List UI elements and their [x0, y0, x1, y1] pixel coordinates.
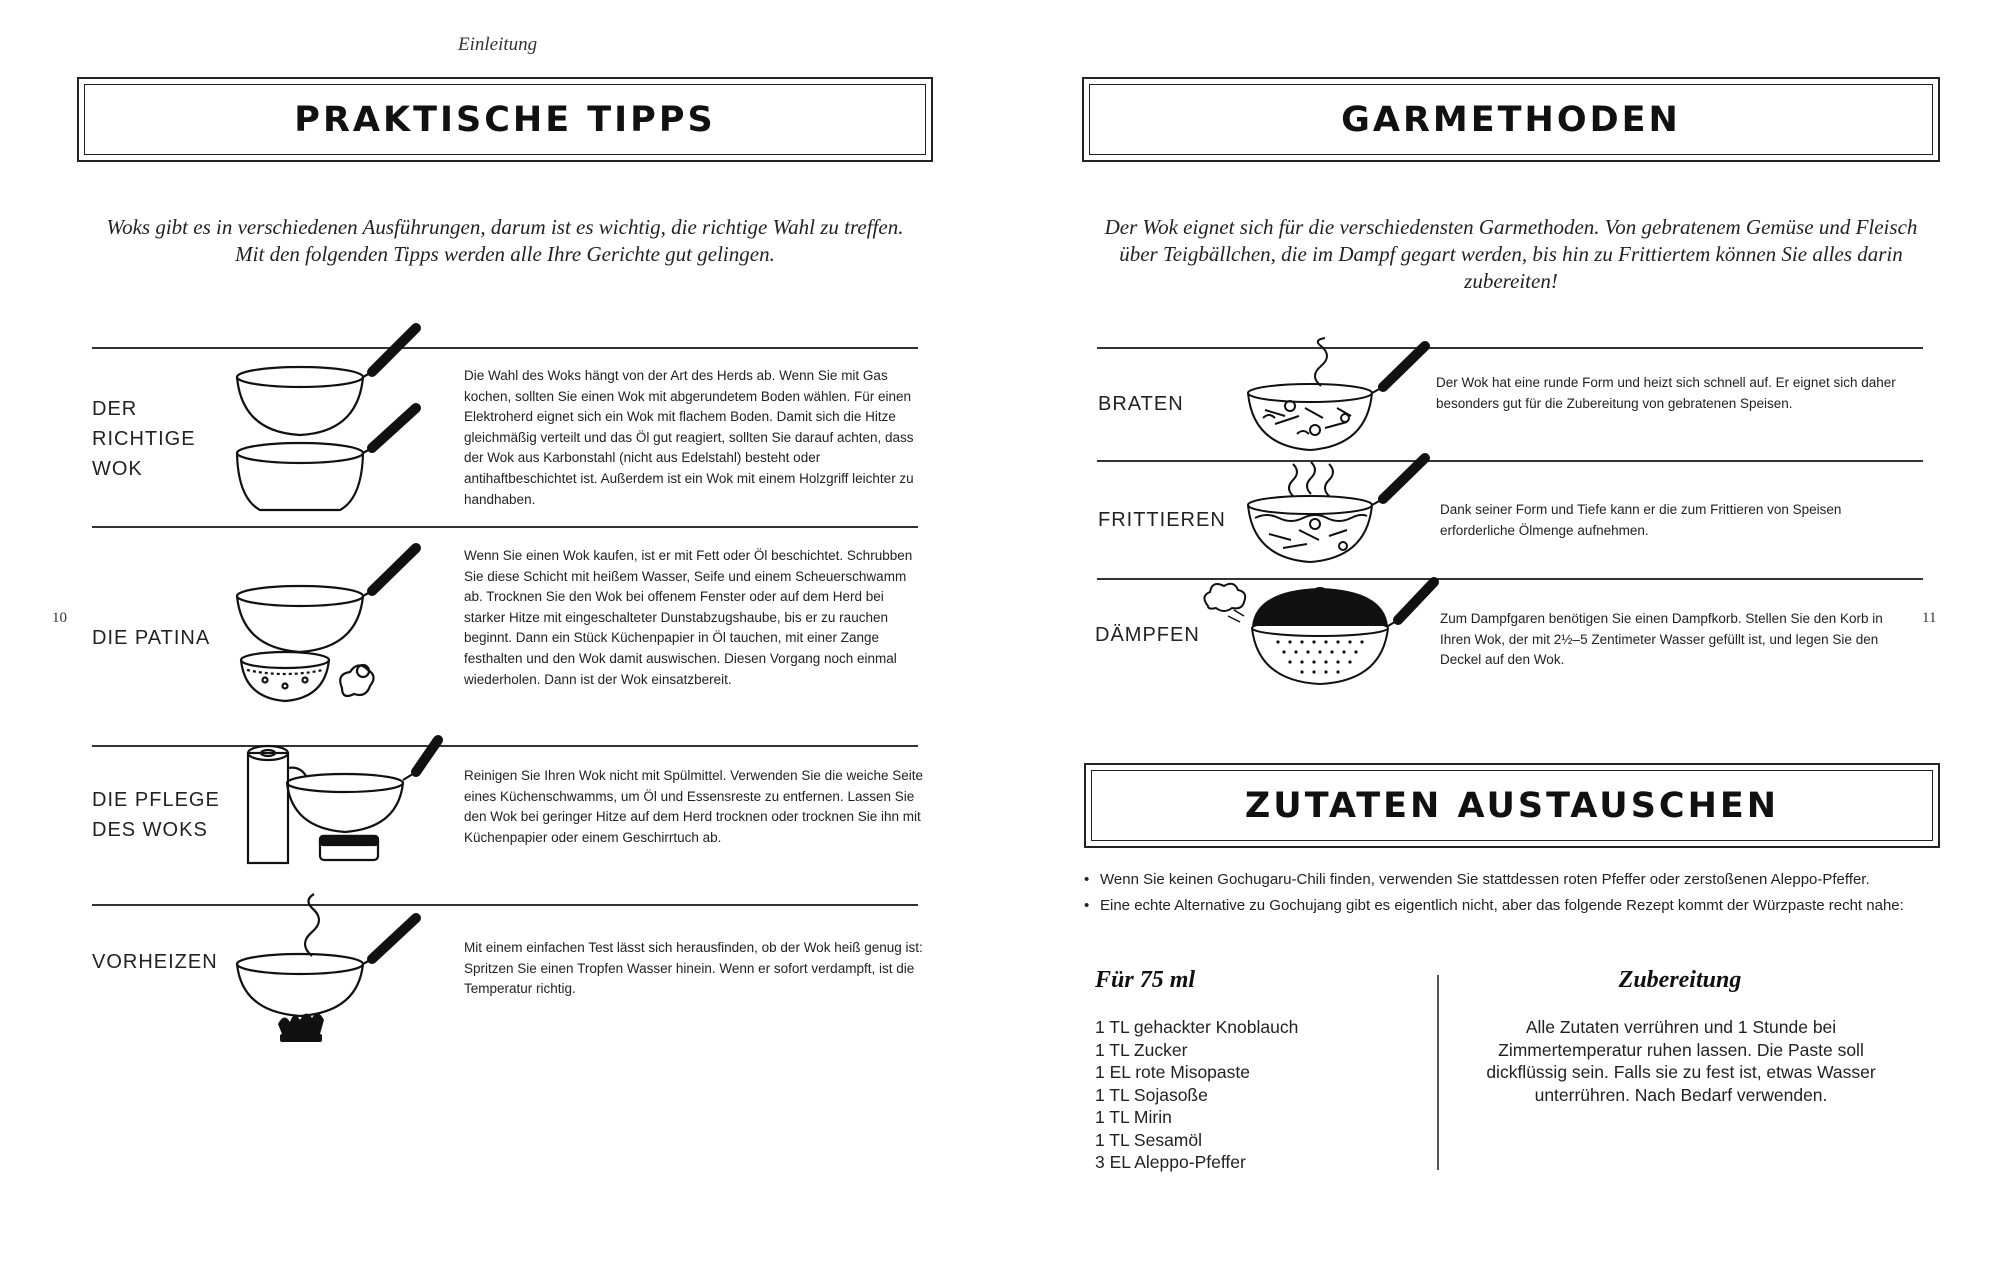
- ingredient-item: 1 TL Zucker: [1095, 1039, 1188, 1060]
- page-title-right: GARMETHODEN: [1341, 99, 1681, 140]
- method-label-braten: BRATEN: [1098, 393, 1184, 415]
- tip-label-patina: DIE PATINA: [92, 627, 211, 649]
- page-number-right: 11: [1922, 610, 1937, 626]
- page-title-left: PRAKTISCHE TIPPS: [294, 99, 716, 140]
- intro-right: Der Wok eignet sich für die verschiedensten Garmethoden. Von gebratenem Gemüse und Fleisch über Teigbällchen, die im Dampf gegart werden, bis hin zu Frittiertem können Sie alles darin zubereiten!: [1104, 215, 1918, 293]
- tip-label-pflege: DIE PFLEGE DES WOKS: [92, 789, 220, 841]
- method-text: Dank seiner Form und Tiefe kann er die zum Frittieren von Speisen erforderliche Ölmenge aufnehmen.: [1440, 502, 1842, 538]
- wok-on-burner-icon: [230, 884, 430, 1044]
- chapter-label: Einleitung: [458, 34, 538, 55]
- divider: [92, 347, 918, 349]
- tip-text: Mit einem einfachen Test lässt sich herausfinden, ob der Wok heiß genug ist: Spritzen Sie einen Tropfen Wasser hinein. Wenn er sofort verdampft, ist die Temperatur richtig.: [464, 940, 923, 997]
- bullet-item: • Wenn Sie keinen Gochugaru-Chili finden, verwenden Sie stattdessen roten Pfeffer oder zerstoßenen Aleppo-Pfeffer.: [1084, 867, 1940, 893]
- stir-fry-wok-icon: [1245, 338, 1435, 456]
- section-title-substitutes: ZUTATEN AUSTAUSCHEN: [1244, 785, 1780, 826]
- tip-label-vorheizen: VORHEIZEN: [92, 951, 218, 973]
- ingredient-item: 1 TL gehackter Knoblauch: [1095, 1017, 1299, 1037]
- steamer-wok-icon: [1198, 566, 1438, 688]
- tip-text: Wenn Sie einen Wok kaufen, ist er mit Fett oder Öl beschichtet. Schrubben Sie diese Schicht mit heißem Wasser, Seife und einem Scheuerschwamm ab. Trocknen Sie den Wok bei offenem Fenster oder auf dem Herd bei starker Hitze mit eingeschalteter Dunstabzugshaube, bis er zu rauchen beginnt. Dann ein Stück Küchenpapier in Öl tauchen, mit einer Zange festhalten und den Wok damit auswischen. Diesen Vorgang noch einmal wiederholen. Dann ist der Wok einsatzbereit.: [464, 548, 913, 687]
- divider: [1097, 460, 1923, 462]
- title-box-garmethoden: [1082, 77, 1940, 162]
- yield-title: Für 75 ml: [1095, 967, 1196, 993]
- divider: [92, 526, 918, 528]
- vertical-divider: [1437, 975, 1439, 1170]
- paper-roll-wok-sponge-icon: [240, 728, 440, 888]
- ingredient-item: 1 EL rote Misopaste: [1095, 1062, 1250, 1082]
- tip-text: Reinigen Sie Ihren Wok nicht mit Spülmittel. Verwenden Sie die weiche Seite eines Küchenschwamms, um Öl und Essensreste zu entfernen. Lassen Sie den Wok bei geringer Hitze auf dem Herd trocknen oder trocknen Sie ihn mit Küchenpapier oder einem Geschirrtuch ab.: [464, 768, 923, 845]
- tip-text: Die Wahl des Woks hängt von der Art des Herds ab. Wenn Sie mit Gas kochen, sollten Sie einen Wok mit abgerundetem Boden wählen. Für einen Elektroherd eignet sich ein Wok mit flachem Boden. Damit sich die Hitze gleichmäßig verteilt und das Öl gut reagiert, sollten Sie darauf achten, dass der Wok aus Karbonstahl (nicht aus Edelstahl) besteht oder antihaftbeschichtet ist. Außerdem ist ein Wok mit einem Holzgriff leichter zu handhaben.: [464, 368, 914, 507]
- two-woks-icon: [230, 320, 430, 520]
- divider: [1097, 347, 1923, 349]
- ingredient-list: [1095, 1016, 1395, 1174]
- page-number-left: 10: [52, 610, 67, 626]
- intro-left: Woks gibt es in verschiedenen Ausführungen, darum ist es wichtig, die richtige Wahl zu treffen. Mit den folgenden Tipps werden alle Ihre Gerichte gut gelingen.: [106, 215, 904, 266]
- ingredient-item: 1 TL Sesamöl: [1095, 1129, 1202, 1150]
- prep-text: Alle Zutaten verrühren und 1 Stunde bei Zimmertemperatur ruhen lassen. Die Paste soll dickflüssig sein. Falls sie zu fest ist, etwas Wasser unterrühren. Nach Bedarf verwenden.: [1486, 1017, 1876, 1105]
- bullet-item: • Eine echte Alternative zu Gochujang gibt es eigentlich nicht, aber das folgende Rezept kommt der Würzpaste recht nahe:: [1084, 893, 1940, 919]
- ingredient-item: 1 TL Mirin: [1095, 1107, 1172, 1127]
- method-label-daempfen: DÄMPFEN: [1095, 624, 1200, 646]
- deep-fry-wok-icon: [1245, 450, 1435, 570]
- substitute-bullets: [1084, 867, 1940, 919]
- method-text: Der Wok hat eine runde Form und heizt sich schnell auf. Er eignet sich daher besonders gut für die Zubereitung von gebratenen Speisen.: [1436, 375, 1896, 411]
- wok-with-oil-bowl-icon: [230, 548, 430, 728]
- title-box-zutaten-austauschen: [1084, 763, 1940, 848]
- method-label-frittieren: FRITTIEREN: [1098, 509, 1226, 531]
- tip-label-richtiger-wok: DER RICHTIGE WOK: [92, 398, 196, 480]
- ingredient-item: 1 TL Sojasoße: [1095, 1084, 1208, 1105]
- divider: [92, 745, 918, 747]
- ingredient-item: 3 EL Aleppo-Pfeffer: [1095, 1152, 1246, 1172]
- prep-title: Zubereitung: [1618, 967, 1742, 993]
- method-text: Zum Dampfgaren benötigen Sie einen Dampfkorb. Stellen Sie den Korb in Ihren Wok, der mit 2½–5 Zentimeter Wasser gefüllt ist, und legen Sie den Deckel auf den Wok.: [1440, 611, 1883, 668]
- title-box-praktische-tipps: [77, 77, 933, 162]
- divider: [92, 904, 918, 906]
